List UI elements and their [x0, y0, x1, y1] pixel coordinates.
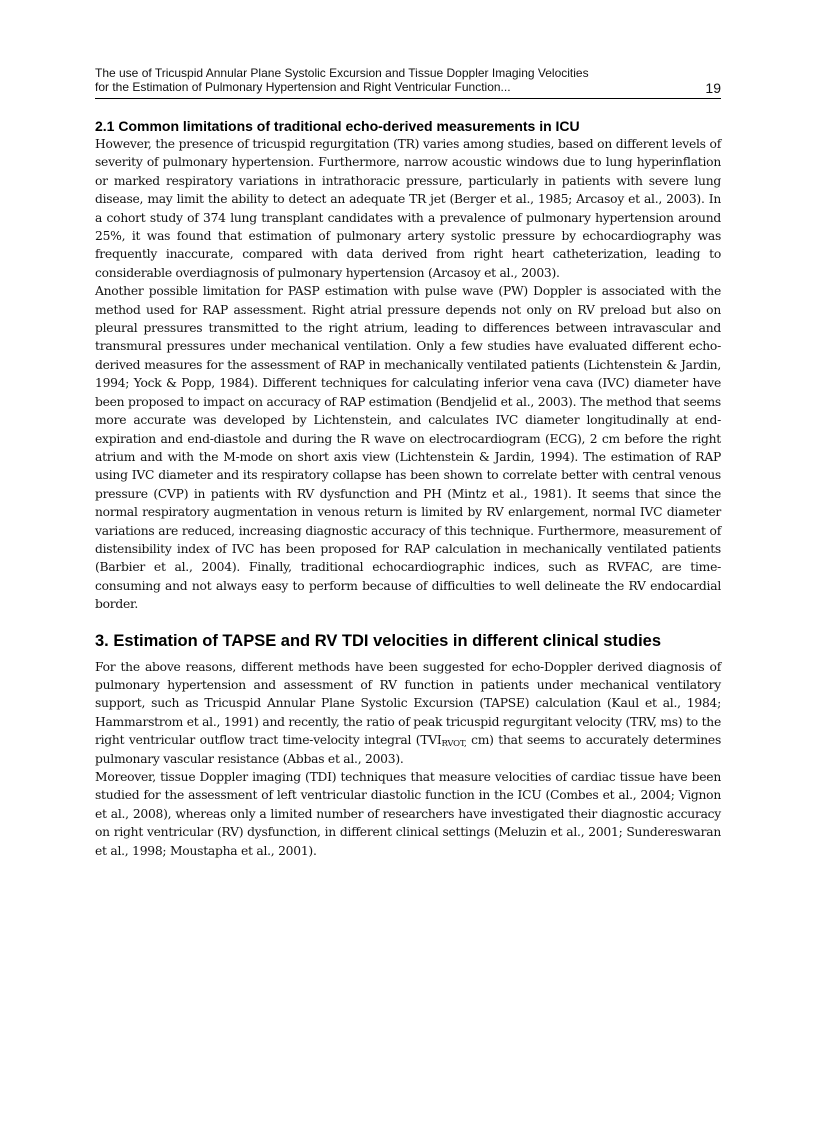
running-header: [95, 66, 721, 99]
section-2-1-paragraph-2: Another possible limitation for PASP estimation with pulse wave (PW) Doppler is associated with the method used for RAP assessment. Right atrial pressure depends not only on RV preload but also on pleural pressures transmitted to the right atrium, leading to differences between intravascular and transmural pressures under mechanical ventilation. Only a few studies have evaluated different echo-derived measures for the assessment of RAP in mechanically ventilated patients (Lichtenstein & Jardin, 1994; Yock & Popp, 1984). Different techniques for calculating inferior vena cava (IVC) diameter have been proposed to impact on accuracy of RAP estimation (Bendjelid et al., 2003). The method that seems more accurate was developed by Lichtenstein, and calculates IVC diameter longitudinally at end-expiration and end-diastole and during the R wave on electrocardiogram (ECG), 2 cm before the right atrium and with the M-mode on short axis view (Lichtenstein & Jardin, 1994). The estimation of RAP using IVC diameter and its respiratory collapse has been shown to correlate better with central venous pressure (CVP) in patients with RV dysfunction and PH (Mintz et al., 1981). It seems that since the normal respiratory augmentation in venous return is limited by RV enlargement, normal IVC diameter variations are reduced, increasing diagnostic accuracy of this technique. Furthermore, measurement of distensibility index of IVC has been proposed for RAP calculation in mechanically ventilated patients (Barbier et al., 2004). Finally, traditional echocardiographic indices, such as RVFAC, are time-consuming and not always easy to perform because of difficulties to well delineate the RV endocardial border.: [95, 284, 721, 612]
running-header-title-line-2: for the Estimation of Pulmonary Hypertension and Right Ventricular Function...: [95, 80, 511, 94]
running-header-title-line-1: The use of Tricuspid Annular Plane Systolic Excursion and Tissue Doppler Imaging Velocities: [95, 66, 589, 80]
page: [95, 66, 721, 860]
section-3-paragraph-1-text-b: cm) that seems to accurately determines pulmonary vascular resistance (Abbas et al., 2003).: [95, 733, 722, 766]
section-2-1-heading: 2.1 Common limitations of traditional echo-derived measurements in ICU: [95, 118, 580, 134]
section-3-paragraph-2: Moreover, tissue Doppler imaging (TDI) techniques that measure velocities of cardiac tissue have been studied for the assessment of left ventricular diastolic function in the ICU (Combes et al., 2004; Vignon et al., 2008), whereas only a limited number of researchers have investigated their diagnostic accuracy on right ventricular (RV) dysfunction, in different clinical settings (Meluzin et al., 2001; Sundereswaran et al., 1998; Moustapha et al., 2001).: [95, 770, 721, 858]
section-3-paragraph-1-text-a: For the above reasons, different methods have been suggested for echo-Doppler derived diagnosis of pulmonary hypertension and assessment of RV function in patients under mechanical ventilatory support, such as Tricuspid Annular Plane Systolic Excursion (TAPSE) calculation (Kaul et al., 1984; Hammarstrom et al., 1991) and recently, the ratio of peak tricuspid regurgitant velocity (TRV, ms) to the right ventricular outflow tract time-velocity integral (TVI: [95, 659, 721, 748]
page-number: 19: [705, 80, 721, 96]
rvot-subscript: RVOT,: [441, 739, 467, 750]
section-2-1-paragraph-1: However, the presence of tricuspid regurgitation (TR) varies among studies, based on different levels of severity of pulmonary hypertension. Furthermore, narrow acoustic windows due to lung hyperinflation or marked respiratory variations in intrathoracic pressure, particularly in patients with severe lung disease, may limit the ability to detect an adequate TR jet (Berger et al., 1985; Arcasoy et al., 2003). In a cohort study of 374 lung transplant candidates with a prevalence of pulmonary hypertension around 25%, it was found that estimation of pulmonary artery systolic pressure by echocardiography was frequently inaccurate, compared with data derived from right heart catheterization, leading to considerable overdiagnosis of pulmonary hypertension (Arcasoy et al., 2003).: [95, 137, 721, 280]
section-3-paragraph-1: [95, 658, 721, 768]
section-3-heading: 3. Estimation of TAPSE and RV TDI velocities in different clinical studies: [95, 631, 662, 650]
